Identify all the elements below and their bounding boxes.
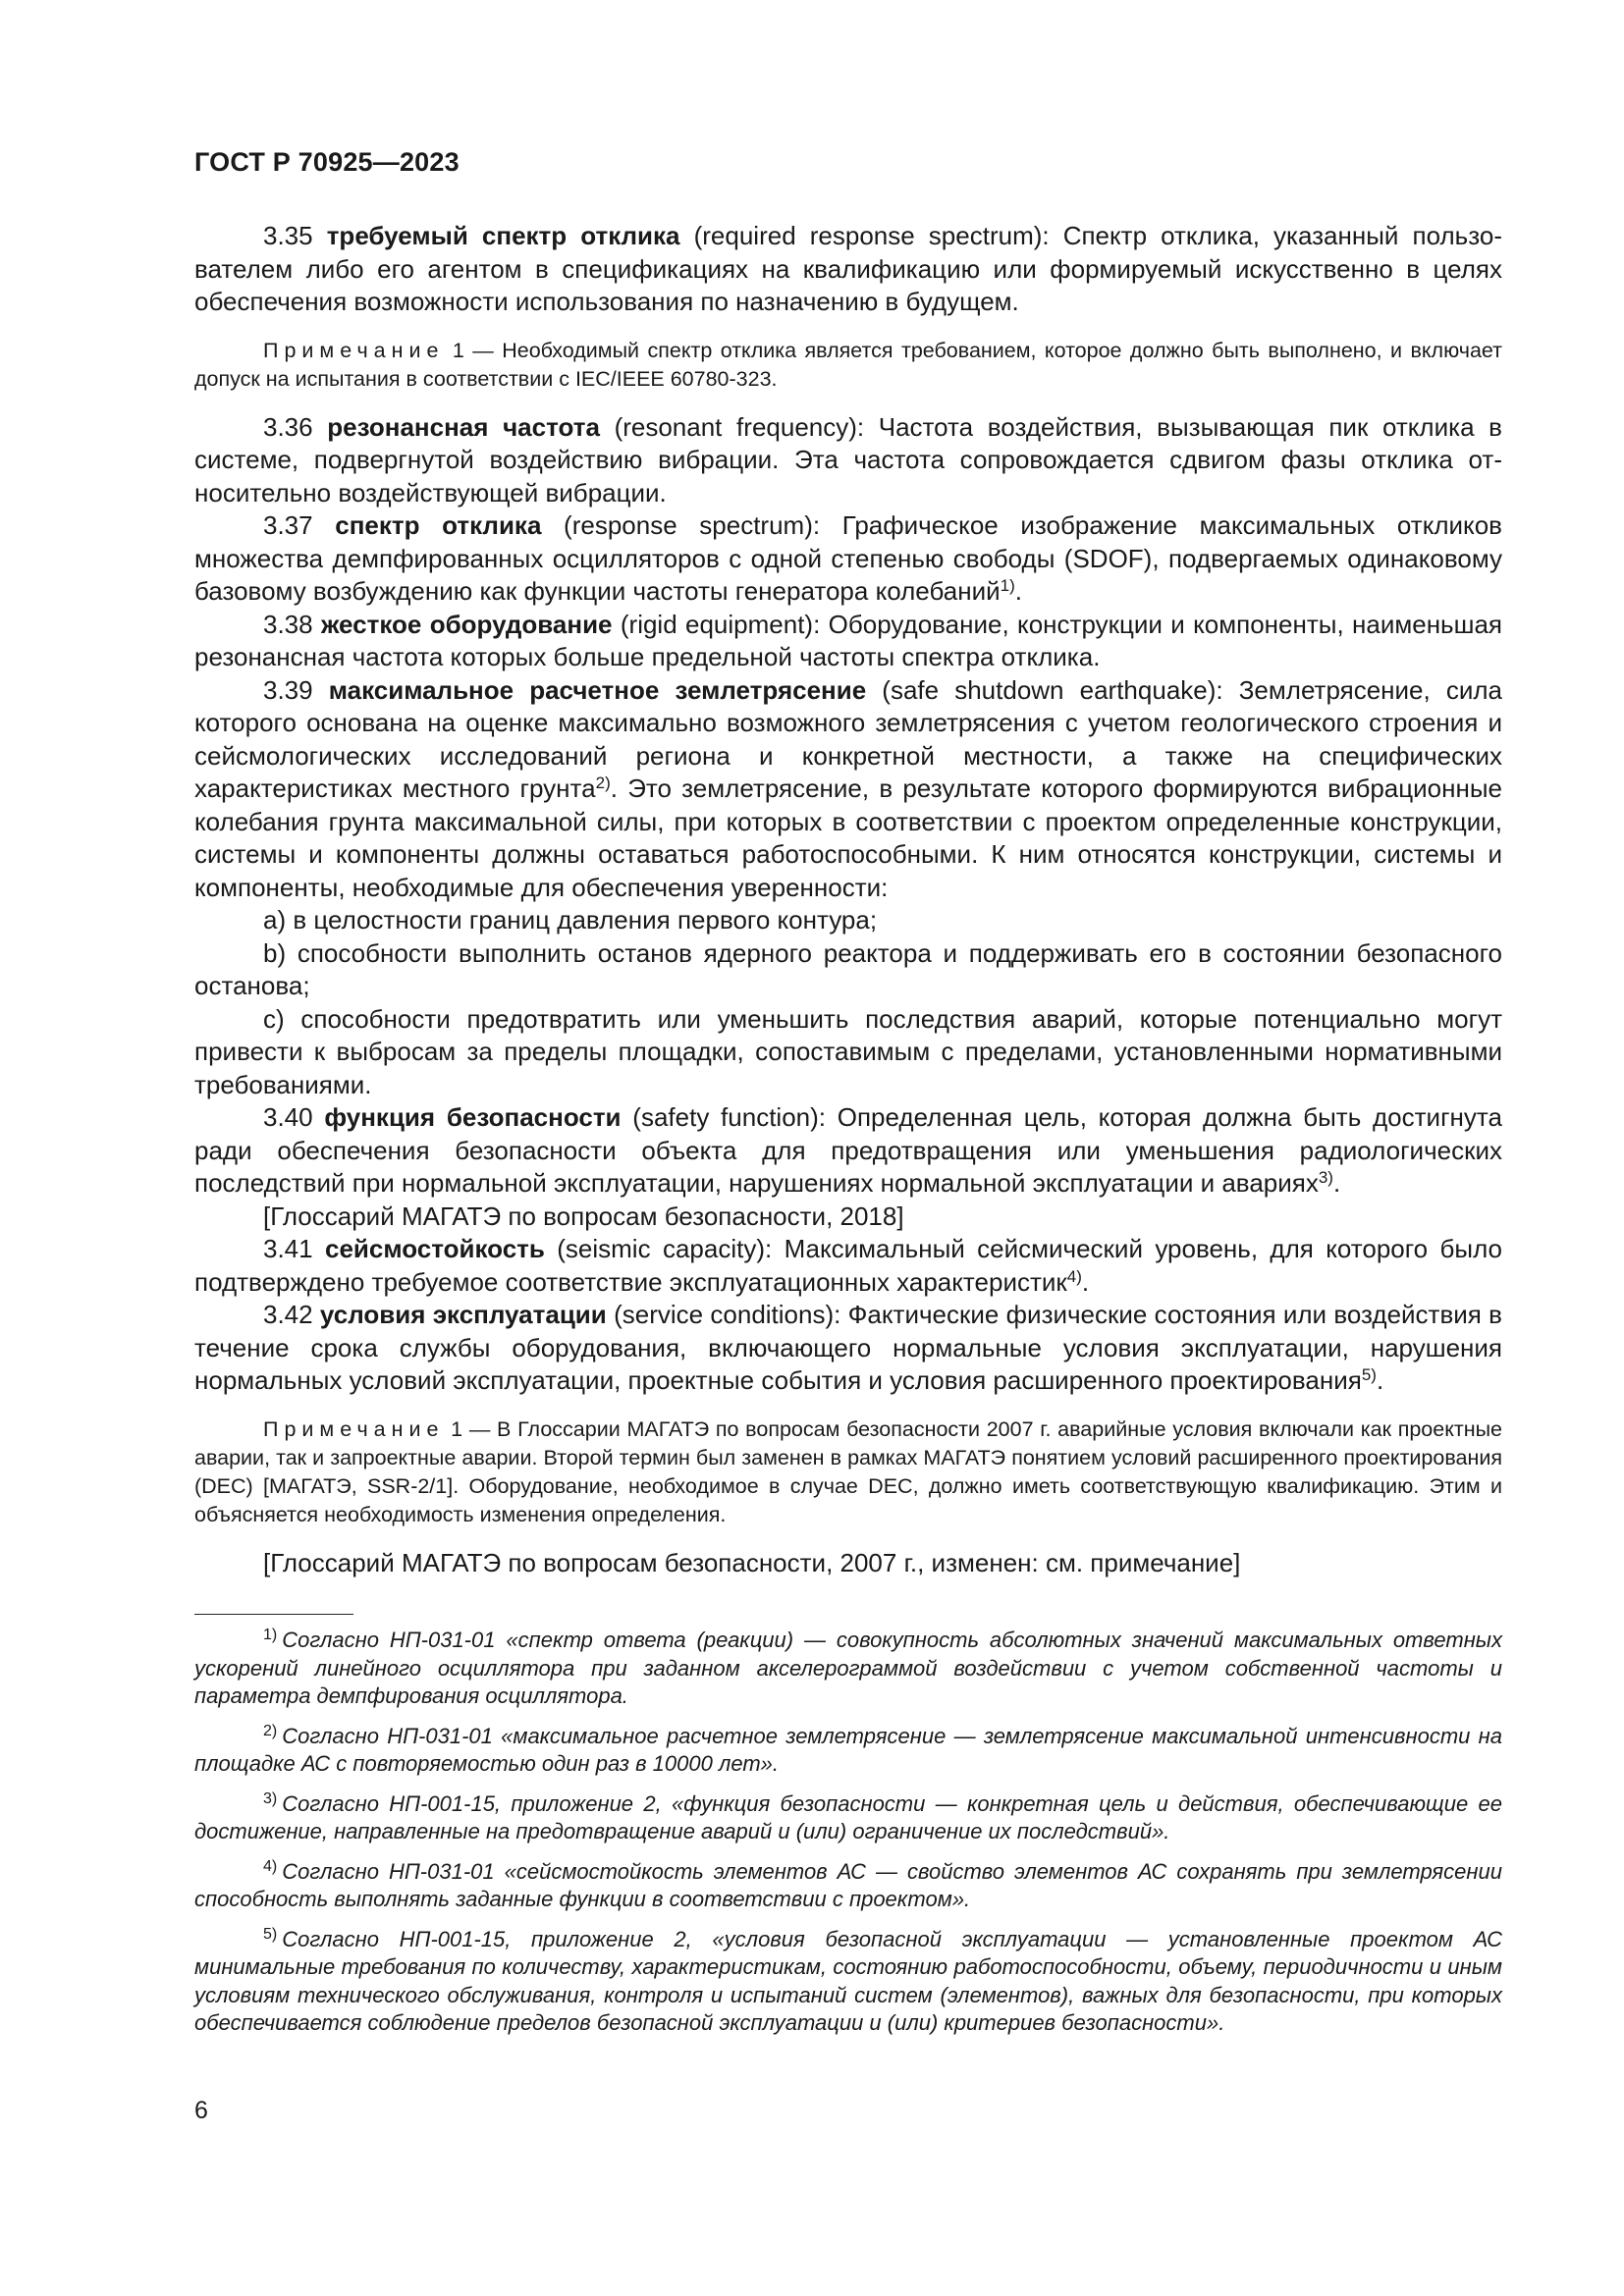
note-text: 1 — Необходимый спектр отклика является требованием, которое должно быть выполнено, и включает допуск на испытания в соответствии с IEC/IEEE 60780-323. (194, 338, 1502, 391)
definition: (resonant frequency): Частота воздействия, вызывающая пик отклика в системе, подвергнутой воздействию вибрации. Эта частота сопровождается сдвигом фазы отклика относительно воздействующей вибрации. (194, 411, 1502, 507)
footnote-divider (194, 1614, 353, 1615)
footnote-mark: 2) (263, 1722, 278, 1739)
note-3-42 (194, 1415, 1502, 1529)
source-reference: [Глоссарий МАГАТЭ по вопросам безопасности, 2018] (263, 1201, 904, 1231)
term: максимальное расчетное землетрясение (328, 674, 867, 705)
definition-tail: . (1081, 1266, 1090, 1297)
section-number: 3.41 (263, 1234, 313, 1263)
footnote-ref[interactable]: 5) (1361, 1365, 1377, 1384)
term: функция безопасности (324, 1102, 622, 1132)
section-number: 3.37 (263, 510, 313, 540)
section-number: 3.40 (263, 1102, 313, 1132)
footnote-ref[interactable]: 1) (1000, 576, 1015, 595)
footnote-3 (194, 1790, 1502, 1846)
list-item: c) способности предотвратить или уменьшить последствия аварий, которые потенциально могут привести к выбросам за пределы площадки, сопоставимым с пределами, установленными нормативными требованиями. (194, 1003, 1502, 1099)
term: сейсмостойкость (324, 1234, 545, 1263)
term: требуемый спектр отклика (326, 221, 680, 250)
section-number: 3.36 (263, 411, 313, 442)
section-number: 3.42 (263, 1300, 313, 1329)
section-3-42 (194, 1299, 1502, 1398)
note-text: 1 — В Глоссарии МАГАТЭ по вопросам безопасности 2007 г. аварийные условия включали как проектные аварии, так и запроектные аварии. Второй термин был заменен в рамках МАГАТЭ понятием условий расширенного проектирования (DEC) [МАГАТЭ, SSR-2/1]. Оборудование, необходимое в случае DEC, должно иметь соответствующую квалификацию. Этим и объясняется необходимость изменения определения. (194, 1416, 1502, 1526)
section-3-35 (194, 220, 1502, 319)
section-3-37 (194, 509, 1502, 609)
term: условия эксплуатации (319, 1300, 607, 1329)
definition-tail: . (1332, 1168, 1341, 1198)
section-number: 3.39 (263, 674, 313, 705)
note-3-35 (194, 337, 1502, 394)
page-number: 6 (194, 2097, 208, 2124)
footnote-ref[interactable]: 2) (595, 774, 611, 792)
definition-tail: . Это землетрясение, в результате которого формируются вибрационные колебания грунта максимальной силы, при которых в соответствии с проектом определенные конструкции, системы и компоненты должны оставаться работоспособными. К ним относятся конструкции, системы и компоненты, необходимые для обеспечения уверенности: (194, 774, 1503, 902)
footnote-text: Согласно НП-001-15, приложение 2, «условия безопасной эксплуатации — установленные проектом АС минимальные требования по количеству, характеристикам, состоянию работоспособности, объему, периодичности и иным условиям технического обслуживания, контроля и испытаний систем (элементов), важных для безопасности, при которых обеспечивается соблюдение пределов безопасной эксплуатации и (или) критериев безопасности». (194, 1926, 1502, 2035)
note-label: Примечание (263, 338, 445, 362)
section-3-40 (194, 1101, 1502, 1201)
footnote-mark: 4) (263, 1857, 278, 1875)
list-item: a) в целостности границ давления первого контура; (263, 905, 878, 934)
definition: (safe shutdown earthquake): Землетрясение, сила которого основана на оценке максимально возможного землетрясения с учетом геологического строения и сейсмологических исследований региона и конкретной местности, а также на специфических характеристиках местного грунта (194, 674, 1502, 803)
definition-tail: . (1014, 576, 1022, 606)
footnotes (194, 1614, 1502, 2050)
section-number: 3.38 (263, 609, 313, 639)
definition: (safety function): Определенная цель, которая должна быть достигнута ради обеспечения безопасности объекта для предотвращения или уменьшения радиологических последствий при нормальной эксплуатации, нарушениях нормальной эксплуатации и авариях (194, 1102, 1502, 1198)
term: резонансная частота (327, 411, 600, 442)
source-reference: [Глоссарий МАГАТЭ по вопросам безопасности, 2007 г., изменен: см. примечание] (263, 1547, 1241, 1577)
footnote-text: Согласно НП-031-01 «сейсмостойкость элементов АС — свойство элементов АС сохранять при землетрясении способность выполнять заданные функции в соответствии с проектом». (194, 1858, 1502, 1911)
section-3-38 (194, 609, 1502, 674)
footnote-mark: 5) (263, 1925, 278, 1943)
footnote-5 (194, 1926, 1502, 2038)
footnote-2 (194, 1723, 1502, 1779)
section-3-41 (194, 1233, 1502, 1299)
section-3-36 (194, 411, 1502, 510)
footnote-ref[interactable]: 4) (1066, 1266, 1082, 1286)
definition-tail: . (1376, 1365, 1384, 1395)
footnote-mark: 1) (263, 1627, 278, 1643)
document-code: ГОСТ Р 70925—2023 (194, 147, 460, 177)
footnote-mark: 3) (263, 1789, 278, 1807)
footnote-text: Согласно НП-001-15, приложение 2, «функция безопасности — конкретная цель и действия, обеспечивающие ее достижение, направленные на предотвращение аварий и (или) ограничение их последствий». (194, 1790, 1502, 1843)
footnote-1 (194, 1627, 1502, 1711)
footnote-text: Согласно НП-031-01 «максимальное расчетное землетрясение — землетрясение максимальной интенсивности на площадке АС с повторяемостью один раз в 10000 лет». (194, 1723, 1502, 1776)
footnote-text: Согласно НП-031-01 «спектр ответа (реакции) — совокупность абсолютных значений максимальных ответных ускорений линейного осциллятора при заданном акселерограммой воздействии с учетом собственной частоты и параметра демпфирования осциллятора. (194, 1628, 1502, 1708)
term: жесткое оборудование (320, 609, 613, 639)
footnote-ref[interactable]: 3) (1318, 1168, 1333, 1187)
section-number: 3.35 (263, 221, 313, 250)
term: спектр отклика (335, 510, 542, 540)
definition: (seismic capacity): Максимальный сейсмический уровень, для которого было подтверждено требуемое соответствие эксплуатационных характеристик (194, 1234, 1502, 1297)
main-content (194, 220, 1502, 1579)
definition: (rigid equipment): Оборудование, конструкции и компоненты, наименьшая резонансная частота которых больше предельной частоты спектра отклика. (194, 609, 1502, 671)
footnote-4 (194, 1858, 1502, 1914)
section-3-39 (194, 674, 1502, 905)
note-label: Примечание (263, 1416, 445, 1441)
definition: (response spectrum): Графическое изображение максимальных откликов множества демпфированных осцилляторов с одной степенью свободы (SDOF), подвергаемых одинаковому базовому возбуждению как функции частоты генератора колебаний (194, 510, 1502, 606)
list-item: b) способности выполнить останов ядерного реактора и поддерживать его в состоянии безопасного останова; (194, 937, 1502, 1000)
definition: (required response spectrum): Спектр отклика, указанный пользователем либо его агентом в спецификациях на квалификацию или формируемый искусственно в целях обеспечения возможности использования по назначению в будущем. (194, 221, 1502, 316)
definition: (service conditions): Фактические физические состояния или воздействия в течение срока службы оборудования, включающего нормальные условия эксплуатации, нарушения нормальных условий эксплуатации, проектные события и условия расширенного проектирования (194, 1300, 1502, 1395)
